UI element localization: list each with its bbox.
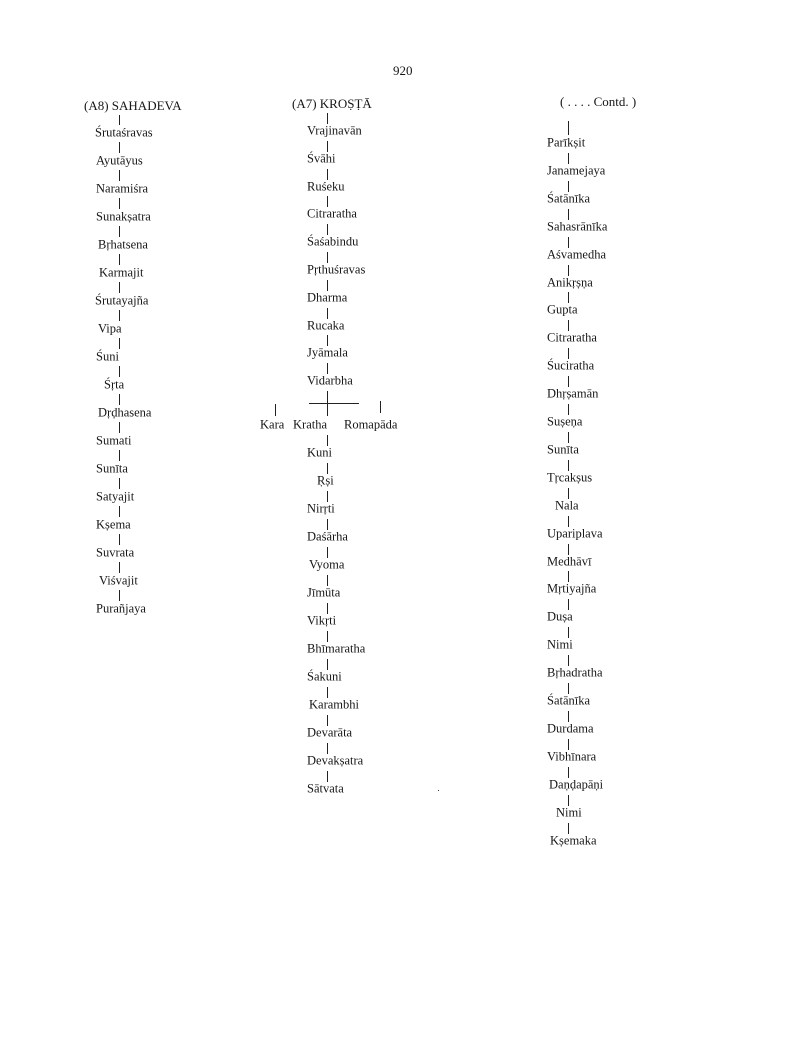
person-name: Vikṛti: [307, 613, 337, 628]
branch-name: Kratha: [293, 417, 328, 432]
person-name: Durdama: [547, 721, 594, 736]
connector-line: [119, 590, 120, 601]
connector-line: [327, 715, 328, 726]
person-name: Ruśeku: [307, 179, 345, 194]
person-name: Bṛhadratha: [547, 665, 603, 680]
person-name: Parīkṣit: [547, 135, 586, 150]
person-name: Sunīta: [96, 461, 128, 476]
person-name: Kuni: [307, 445, 332, 460]
connector-line: [568, 153, 569, 164]
connector-line: [568, 404, 569, 415]
connector-line: [119, 366, 120, 377]
person-name: Devarāta: [307, 725, 353, 740]
person-name: Jyāmala: [307, 345, 348, 360]
connector-line: [119, 450, 120, 461]
connector-line: [119, 310, 120, 321]
connector-line: [568, 320, 569, 331]
person-name: Vibhīnara: [547, 749, 597, 764]
person-name: Citraratha: [547, 330, 597, 345]
person-name: Vrajinavān: [307, 123, 362, 138]
person-name: Nimi: [556, 805, 582, 820]
connector-line: [568, 237, 569, 248]
column-heading: (A7) KROṢṬĀ: [292, 96, 372, 111]
person-name: Medhāvī: [547, 554, 592, 568]
connector-line: [568, 739, 569, 750]
connector-line: [568, 265, 569, 276]
connector-line: [327, 391, 328, 403]
person-name: Sahasrānīka: [547, 219, 608, 234]
connector-line: [119, 394, 120, 405]
connector-line: [327, 280, 328, 291]
connector-line: [568, 348, 569, 359]
connector-line: [327, 575, 328, 586]
connector-line: [327, 547, 328, 558]
connector-line: [275, 404, 276, 416]
connector-line: [119, 478, 120, 489]
person-name: Viśvajit: [99, 573, 138, 588]
person-name: Sātvata: [307, 781, 344, 796]
person-name: Suṣeṇa: [547, 414, 583, 429]
connector-line: [119, 142, 120, 153]
connector-line: [119, 226, 120, 237]
person-name: Dhṛṣamān: [547, 386, 599, 401]
branch-line: [309, 403, 359, 404]
column-heading: ( . . . . Contd. ): [560, 94, 637, 109]
person-name: Karambhi: [309, 697, 359, 712]
person-name: Tṛcakṣus: [547, 470, 593, 485]
connector-line: [327, 196, 328, 207]
page-number: 920: [393, 63, 413, 78]
connector-line: [327, 169, 328, 180]
person-name: Bhīmaratha: [307, 641, 366, 656]
connector-line: [119, 422, 120, 433]
connector-line: [327, 771, 328, 782]
connector-line: [119, 254, 120, 265]
person-name: Vyoma: [309, 557, 345, 572]
connector-line: [568, 209, 569, 220]
connector-line: [119, 338, 120, 349]
person-name: Śṛta: [104, 377, 125, 392]
connector-line: [327, 603, 328, 614]
person-name: Kṣemaka: [550, 833, 597, 847]
connector-line: [568, 432, 569, 443]
connector-line: [568, 121, 569, 135]
connector-line: [568, 292, 569, 303]
connector-line: [568, 767, 569, 778]
connector-line: [327, 491, 328, 502]
connector-line: [327, 113, 328, 124]
connector-line: [568, 571, 569, 582]
person-name: Pṛthuśravas: [307, 262, 366, 277]
connector-line: [327, 363, 328, 374]
person-name: Vidarbha: [307, 373, 353, 388]
person-name: Nirṛti: [307, 501, 335, 516]
connector-line: [568, 376, 569, 387]
person-name: Daṇḍapāṇi: [549, 777, 604, 792]
person-name: Rucaka: [307, 318, 345, 333]
connector-line: [327, 743, 328, 754]
person-name: Suvrata: [96, 545, 135, 560]
stray-mark: [438, 790, 439, 791]
person-name: Citraratha: [307, 206, 357, 221]
person-name: Śatānīka: [547, 693, 591, 708]
connector-line: [568, 599, 569, 610]
person-name: Kṣema: [96, 517, 131, 532]
person-name: Anikṛṣṇa: [547, 275, 593, 289]
connector-line: [327, 631, 328, 642]
person-name: Sunīta: [547, 442, 579, 457]
person-name: Devakṣatra: [307, 753, 364, 768]
connector-line: [568, 460, 569, 471]
person-name: Śrutayajña: [95, 293, 149, 308]
connector-line: [119, 170, 120, 181]
person-name: Aśvamedha: [547, 247, 607, 262]
person-name: Jīmūta: [307, 585, 341, 600]
person-name: Ayutāyus: [96, 153, 143, 168]
connector-line: [119, 562, 120, 573]
person-name: Satyajit: [96, 489, 135, 504]
connector-line: [568, 823, 569, 834]
connector-line: [568, 544, 569, 555]
connector-line: [568, 627, 569, 638]
connector-line: [380, 401, 381, 413]
branch-name: Romapāda: [344, 417, 398, 432]
person-name: Dṛḍhasena: [98, 405, 152, 420]
person-name: Śvāhi: [307, 151, 336, 166]
person-name: Janamejaya: [547, 163, 606, 178]
connector-line: [119, 198, 120, 209]
person-name: Vipa: [98, 321, 122, 336]
connector-line: [119, 115, 120, 125]
person-name: Mṛtiyajña: [547, 581, 597, 596]
connector-line: [327, 463, 328, 474]
branch-name: Kara: [260, 417, 285, 432]
person-name: Śaśabindu: [307, 234, 359, 249]
connector-line: [327, 141, 328, 152]
connector-line: [327, 659, 328, 670]
person-name: Upariplava: [547, 526, 603, 541]
person-name: Gupta: [547, 302, 578, 317]
connector-line: [568, 181, 569, 192]
person-name: Purañjaya: [96, 601, 146, 616]
person-name: Ṛṣi: [317, 473, 334, 488]
person-name: Naramiśra: [96, 181, 149, 196]
person-name: Śuni: [96, 349, 119, 364]
person-name: Śrutaśravas: [95, 125, 153, 140]
person-name: Daśārha: [307, 529, 348, 544]
person-name: Sunakṣatra: [96, 209, 151, 224]
connector-line: [119, 282, 120, 293]
person-name: Nala: [555, 498, 579, 513]
person-name: Nimi: [547, 637, 573, 652]
person-name: Śakuni: [307, 669, 342, 684]
connector-line: [327, 519, 328, 530]
connector-line: [568, 711, 569, 722]
connector-line: [568, 683, 569, 694]
connector-line: [568, 516, 569, 527]
connector-line: [568, 655, 569, 666]
person-name: Karmajit: [99, 265, 144, 280]
connector-line: [327, 687, 328, 698]
connector-line: [119, 534, 120, 545]
person-name: Bṛhatsena: [98, 237, 148, 252]
person-name: Dharma: [307, 290, 348, 305]
connector-line: [327, 335, 328, 346]
connector-line: [327, 435, 328, 446]
connector-line: [568, 488, 569, 499]
connector-line: [119, 506, 120, 517]
connector-line: [327, 404, 328, 416]
connector-line: [327, 308, 328, 319]
connector-line: [327, 224, 328, 235]
person-name: Sumati: [96, 433, 132, 448]
column-heading: (A8) SAHADEVA: [84, 98, 182, 113]
connector-line: [568, 795, 569, 806]
connector-line: [327, 252, 328, 263]
person-name: Śuciratha: [547, 358, 595, 373]
person-name: Duṣa: [547, 609, 573, 624]
person-name: Śatānīka: [547, 191, 591, 206]
